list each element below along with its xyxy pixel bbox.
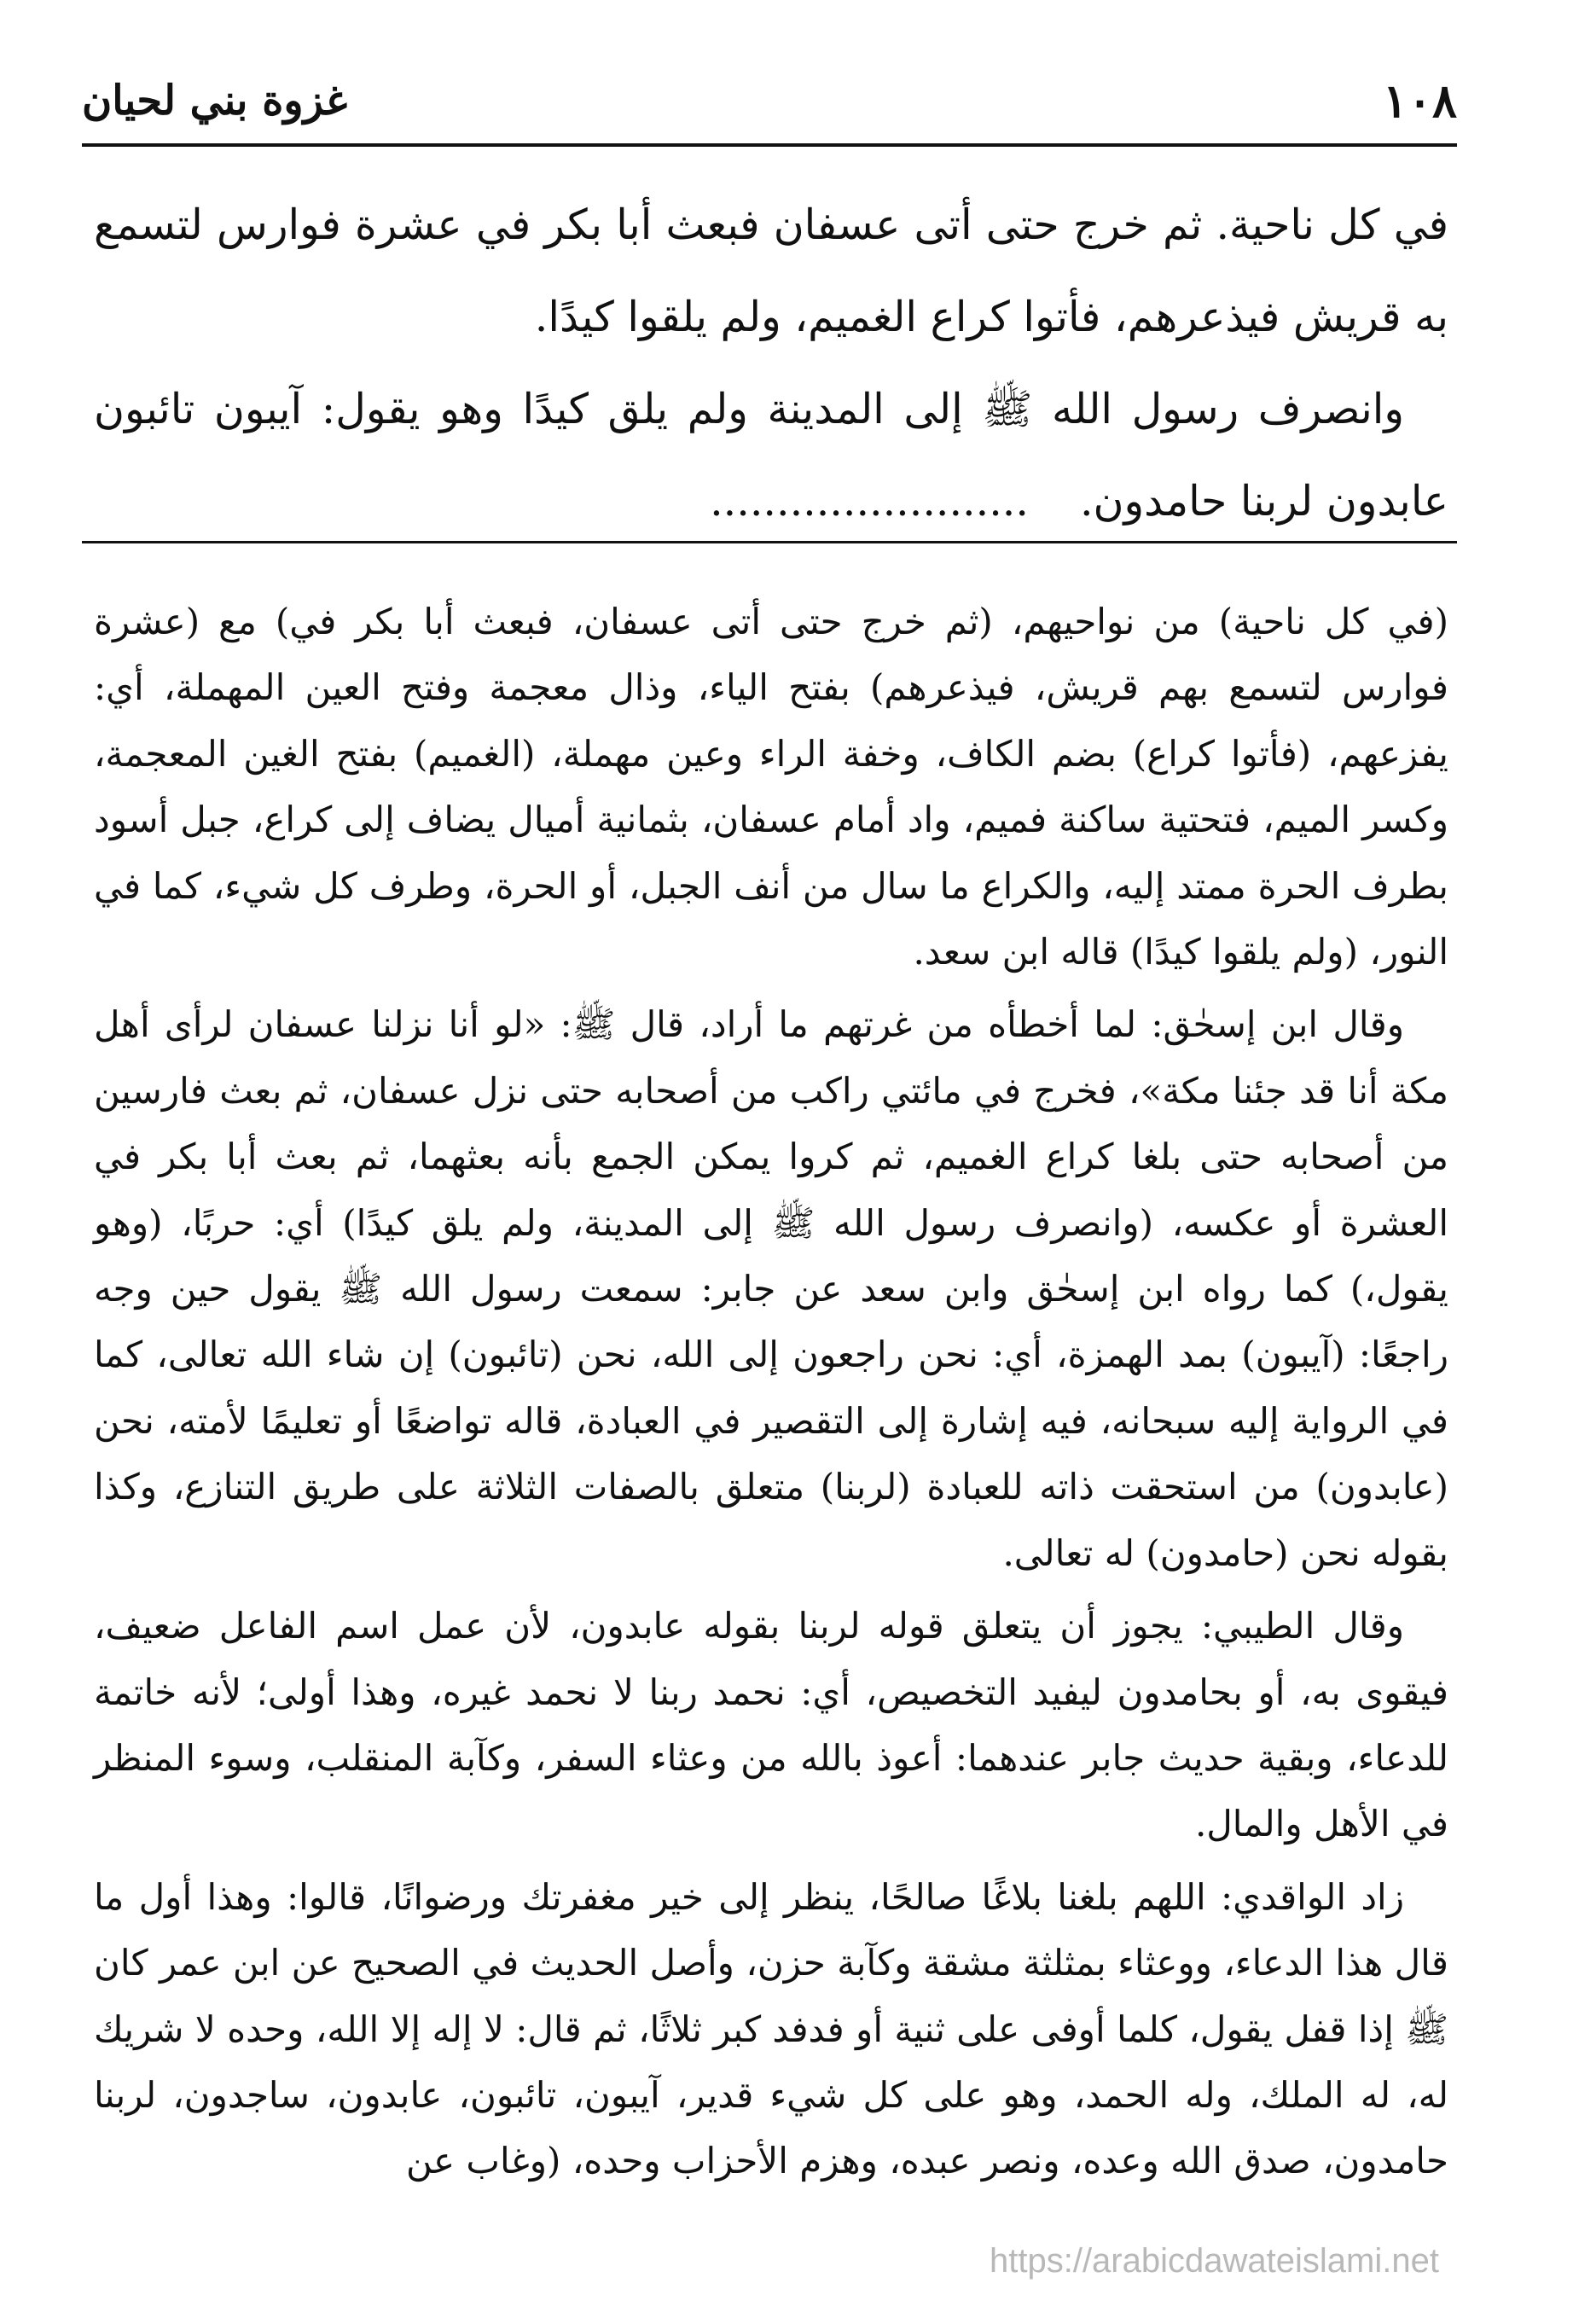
- commentary-paragraph: وقال ابن إسحٰق: لما أخطأه من غرتهم ما أراد، قال ﷺ: «لو أنا نزلنا عسفان لرأى أهل مكة أنا قد جئنا مكة»، فخرج في مائتي راكب من أصحابه حتى نزل عسفان، ثم بعث فارسين من أصحابه حتى بلغا كراع الغميم، ثم كروا يمكن الجمع بأنه بعثهما، ثم بعث أبا بكر في العشرة أو عكسه، (وانصرف رسول الله ﷺ إلى المدينة، ولم يلق كيدًا) أي: حربًا، (وهو يقول،) كما رواه ابن إسحٰق وابن سعد عن جابر: سمعت رسول الله ﷺ يقول حين وجه راجعًا: (آيبون) بمد الهمزة، أي: نحن راجعون إلى الله، نحن (تائبون) إن شاء الله تعالى، كما في الرواية إليه سبحانه، فيه إشارة إلى التقصير في العبادة، قاله تواضعًا أو تعليمًا لأمته، نحن (عابدون) من استحقت ذاته للعبادة (لربنا) متعلق بالصفات الثلاثة على طريق التنازع، وكذا بقوله نحن (حامدون) له تعالى.: [94, 1003, 1448, 1574]
- main-paragraph: في كل ناحية. ثم خرج حتى أتى عسفان فبعث أبا بكر في عشرة فوارس لتسمع به قريش فيذعرهم، فأتوا كراع الغميم، ولم يلقوا كيدًا.: [94, 200, 1448, 341]
- main-text: [94, 179, 1448, 548]
- commentary-paragraph: زاد الواقدي: اللهم بلغنا بلاغًا صالحًا، ينظر إلى خير مغفرتك ورضوانًا، قالوا: وهذا أول ما قال هذا الدعاء، ووعثاء بمثلثة مشقة وكآبة حزن، وأصل الحديث في الصحيح عن ابن عمر كان ﷺ إذا قفل يقول، كلما أوفى على ثنية أو فدفد كبر ثلاثًا، ثم قال: لا إله إلا الله، وحده لا شريك له، له الملك، وله الحمد، وهو على كل شيء قدير، آيبون، تائبون، عابدون، ساجدون، لربنا حامدون، صدق الله وعده، ونصر عبده، وهزم الأحزاب وحده، (وغاب عن: [94, 1875, 1448, 2182]
- watermark-url: https://arabicdawateislami.net: [990, 2242, 1439, 2280]
- main-paragraph: [94, 363, 1448, 548]
- commentary-paragraph: (في كل ناحية) من نواحيهم، (ثم خرج حتى أتى عسفان، فبعث أبا بكر في) مع (عشرة فوارس لتسمع بهم قريش، فيذعرهم) بفتح الياء، وذال معجمة وفتح العين المهملة، أي: يفزعهم، (فأتوا كراع) بضم الكاف، وخفة الراء وعين مهملة، (الغميم) بفتح الغين المعجمة، وكسر الميم، فتحتية ساكنة فميم، واد أمام عسفان، بثمانية أميال يضاف إلى كراع، جبل أسود بطرف الحرة ممتد إليه، والكراع ما سال من أنف الجبل، أو الحرة، وطرف كل شيء، كما في النور، (ولم يلقوا كيدًا) قاله ابن سعد.: [94, 601, 1448, 973]
- dotted-leader: ........................: [710, 477, 1029, 526]
- commentary-paragraph: وقال الطيبي: يجوز أن يتعلق قوله لربنا بقوله عابدون، لأن عمل اسم الفاعل ضعيف، فيقوى به، أو بحامدون ليفيد التخصيص، أي: نحمد ربنا لا نحمد غيره، وهذا أولى؛ لأنه خاتمة للدعاء، وبقية حديث جابر عندهما: أعوذ بالله من وعثاء السفر، وكآبة المنقلب، وسوء المنظر في الأهل والمال.: [94, 1605, 1448, 1845]
- page-number: ١٠٨: [1382, 73, 1457, 128]
- main-paragraph-text: وانصرف رسول الله ﷺ إلى المدينة ولم يلق كيدًا وهو يقول: آيبون تائبون عابدون لربنا حامدون.: [94, 385, 1448, 526]
- header-rule: [82, 143, 1457, 147]
- commentary-text: [94, 589, 1448, 2201]
- running-title: غزوة بني لحيان: [82, 77, 348, 125]
- page-header: [82, 73, 1457, 142]
- footnote-separator: [82, 541, 1457, 543]
